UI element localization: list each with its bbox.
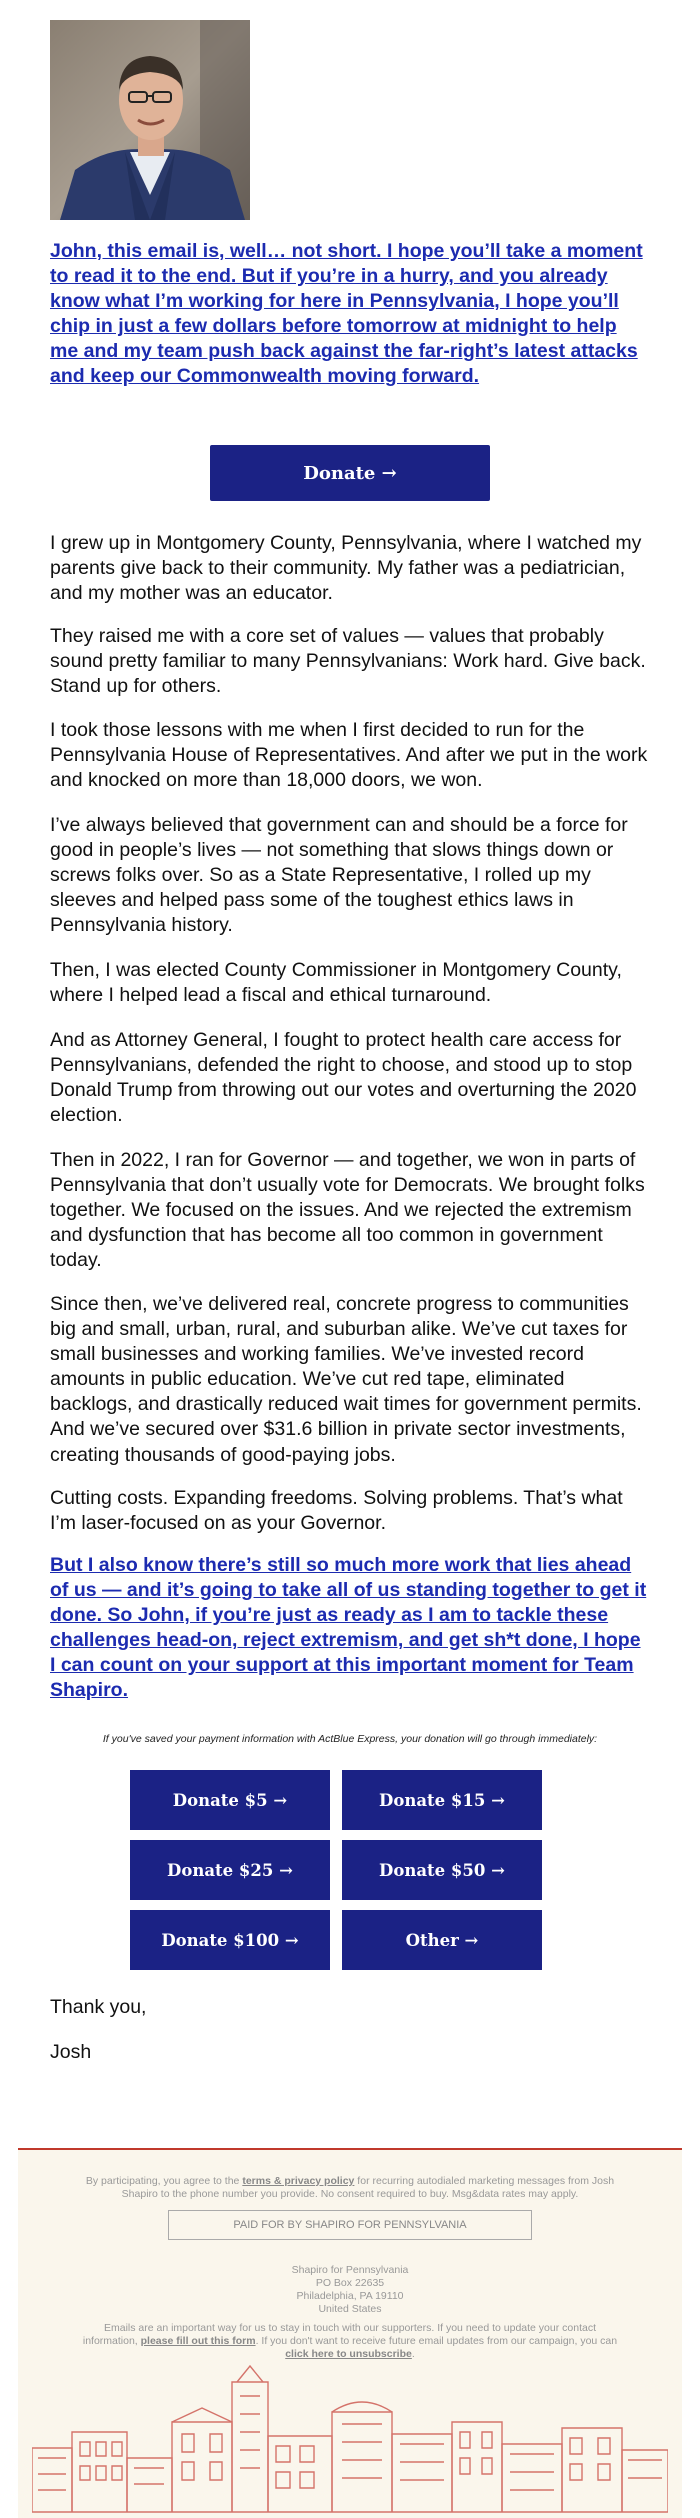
email-footer: [18, 2148, 682, 2518]
donate-25-button[interactable]: Donate $25 →: [130, 1840, 330, 1900]
closing-donate-link[interactable]: But I also know there’s still so much more work that lies ahead of us — and it’s going to take all of us standing together to get it done. So John, if you’re just as ready as I am to tackle these challenges head-on, reject extremism, and get sh*t done, I hope I can count on your support at this important moment for Team Shapiro.: [50, 1554, 647, 1702]
body-paragraph: Since then, we’ve delivered real, concrete progress to communities big and small, urban, rural, and suburban alike. We’ve cut taxes for small businesses and working families. We’ve invested record amounts in public education. We’ve cut red tape, eliminated backlogs, and drastically reduced wait times for government permits. And we’ve secured over $31.6 billion in private sector investments, creating thousands of good-paying jobs.: [50, 1293, 642, 1466]
body-paragraph: Cutting costs. Expanding freedoms. Solving problems. That’s what I’m laser-focused on as your Governor.: [50, 1487, 623, 1535]
lead-donate-link[interactable]: John, this email is, well… not short. I hope you’ll take a moment to read it to the end. But if you’re in a hurry, and you already know what I’m working for here in Pennsylvania, I hope you’ll chip in just a few dollars before tomorrow at midnight to help me and my team push back against the far-right’s latest attacks and keep our Commonwealth moving forward.: [50, 240, 643, 388]
consent-text-end: for recurring autodialed marketing messages from Josh Shapiro to the phone number you provide. No consent required to buy. Msg&data rates may apply.: [121, 2175, 615, 2200]
donate-5-button[interactable]: Donate $5 →: [130, 1770, 330, 1830]
address-line: Philadelphia, PA 19110: [296, 2290, 404, 2302]
unsubscribe-text: [78, 2322, 622, 2361]
donate-15-button[interactable]: Donate $15 →: [342, 1770, 542, 1830]
donate-button[interactable]: Donate →: [210, 445, 490, 501]
unsub-text: Emails are an important way for us to stay in touch with our supporters. If you need to update your contact information,: [82, 2322, 596, 2347]
body-paragraph: I’ve always believed that government can and should be a force for good in people’s lives — not something that slows things down or screws folks over. So as a State Representative, I rolled up my sleeves and helped pass some of the toughest ethics laws in Pennsylvania history.: [50, 814, 628, 937]
donate-other-button[interactable]: Other →: [342, 1910, 542, 1970]
signoff-thanks: Thank you,: [50, 1996, 147, 2018]
donate-50-button[interactable]: Donate $50 →: [342, 1840, 542, 1900]
city-skyline-illustration: [32, 2362, 668, 2518]
address-line: Shapiro for Pennsylvania: [291, 2264, 409, 2276]
donate-100-button[interactable]: Donate $100 →: [130, 1910, 330, 1970]
unsub-text-middle: . If you don't want to receive future email updates from our campaign, you can: [255, 2335, 618, 2347]
unsubscribe-link[interactable]: click here to unsubscribe: [285, 2348, 412, 2360]
body-paragraph: I took those lessons with me when I first decided to run for the Pennsylvania House of Representatives. And after we put in the work and knocked on more than 18,000 doors, we won.: [50, 719, 648, 792]
body-paragraph: Then, I was elected County Commissioner in Montgomery County, where I helped lead a fiscal and ethical turnaround.: [50, 959, 622, 1007]
update-contact-form-link[interactable]: please fill out this form: [140, 2335, 256, 2347]
body-paragraph: Then in 2022, I ran for Governor — and together, we won in parts of Pennsylvania that don’t usually vote for Democrats. We brought folks together. We focused on the issues. And we rejected the extremism and dysfunction that has become all too common in government today.: [50, 1149, 645, 1272]
body-paragraph: They raised me with a core set of values — values that probably sound pretty familiar to many Pennsylvanians: Work hard. Give back. Stand up for others.: [50, 625, 646, 698]
paid-for-disclaimer: PAID FOR BY SHAPIRO FOR PENNSYLVANIA: [168, 2210, 532, 2240]
portrait-photo: [50, 20, 250, 220]
address-line: PO Box 22635: [315, 2277, 385, 2289]
body-paragraph: And as Attorney General, I fought to protect health care access for Pennsylvanians, defended the right to choose, and stood up to stop Donald Trump from throwing out our votes and overturning the 2020 election.: [50, 1029, 637, 1127]
body-paragraph: I grew up in Montgomery County, Pennsylvania, where I watched my parents give back to their community. My father was a pediatrician, and my mother was an educator.: [50, 532, 642, 605]
address-line: United States: [318, 2303, 382, 2315]
mailing-address: [18, 2264, 682, 2316]
consent-text: By participating, you agree to the: [85, 2175, 243, 2187]
unsub-text-end: .: [411, 2348, 415, 2360]
actblue-express-note: If you've saved your payment information with ActBlue Express, your donation will go through immediately:: [102, 1733, 598, 1745]
sms-consent-text: [78, 2175, 622, 2201]
portrait-illustration: [50, 20, 250, 220]
signoff-name: Josh: [50, 2041, 92, 2063]
terms-privacy-link[interactable]: terms & privacy policy: [242, 2175, 355, 2187]
